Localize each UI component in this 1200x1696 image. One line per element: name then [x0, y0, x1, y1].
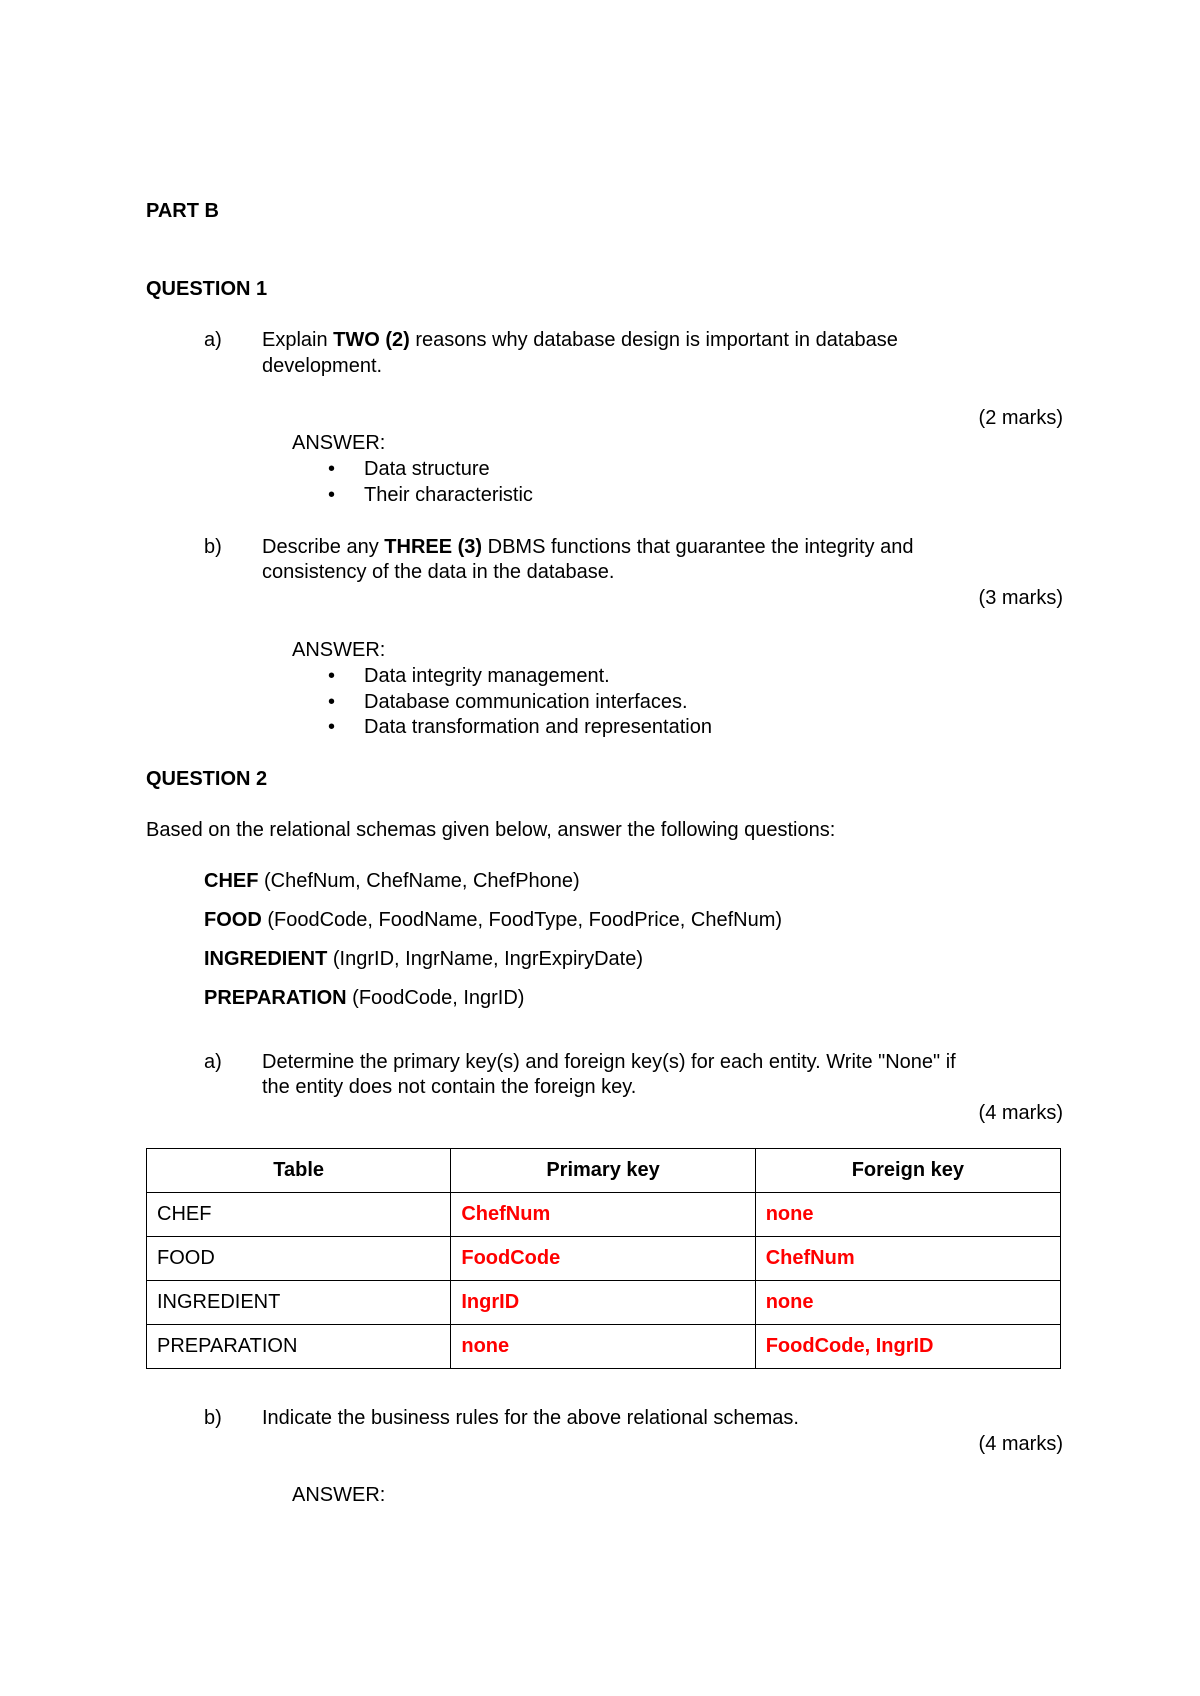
- question-1-heading: QUESTION 1: [146, 278, 268, 300]
- q1b-text-line2: consistency of the data in the database.: [262, 561, 615, 583]
- schema-attrs: (FoodCode, FoodName, FoodType, FoodPrice, ChefNum): [261, 909, 783, 931]
- q1b-answer-list: [292, 664, 712, 741]
- list-item: • Database communication interfaces.: [292, 690, 712, 716]
- list-item: • Data structure: [292, 457, 533, 483]
- schema-name: PREPARATION: [204, 987, 347, 1009]
- q1a-text-line2: development.: [262, 355, 383, 377]
- list-item: • Data integrity management.: [292, 664, 712, 690]
- q2a-marks: (4 marks): [978, 1102, 1063, 1124]
- schema-attrs: (ChefNum, ChefName, ChefPhone): [258, 870, 580, 892]
- q2a-text-line2: the entity does not contain the foreign key.: [262, 1076, 637, 1098]
- column-header-primary-key: Primary key: [451, 1149, 755, 1193]
- schema-name: FOOD: [204, 909, 262, 931]
- foreign-key-cell: none: [755, 1193, 1060, 1237]
- table-name-cell: FOOD: [147, 1237, 451, 1281]
- table-row: [147, 1237, 1061, 1281]
- q1a-text-post: reasons why database design is important in database: [409, 329, 898, 351]
- schema-food: [204, 908, 782, 933]
- table-name-cell: INGREDIENT: [147, 1281, 451, 1325]
- table-row: [147, 1325, 1061, 1369]
- q1a-answer-label: ANSWER:: [292, 432, 386, 454]
- list-item: • Their characteristic: [292, 483, 533, 509]
- q2b-label: b): [204, 1407, 222, 1429]
- schema-preparation: [204, 986, 524, 1011]
- q1a-text-bold: TWO (2): [333, 329, 410, 351]
- schema-attrs: (IngrID, IngrName, IngrExpiryDate): [327, 948, 643, 970]
- foreign-key-cell: FoodCode, IngrID: [755, 1325, 1060, 1369]
- q1b-text-bold: THREE (3): [384, 536, 483, 558]
- column-header-foreign-key: Foreign key: [755, 1149, 1060, 1193]
- q1a-text-pre: Explain: [262, 329, 334, 351]
- q2b-answer-label: ANSWER:: [292, 1484, 386, 1506]
- schema-name: CHEF: [204, 870, 259, 892]
- q1b-text-post: DBMS functions that guarantee the integrity and: [482, 536, 914, 558]
- q1a-text-line1: [262, 328, 898, 353]
- table-row: [147, 1193, 1061, 1237]
- question-2-heading: QUESTION 2: [146, 768, 268, 790]
- primary-key-cell: IngrID: [451, 1281, 755, 1325]
- q2-intro: Based on the relational schemas given below, answer the following questions:: [146, 819, 836, 841]
- q2a-text-line1: Determine the primary key(s) and foreign key(s) for each entity. Write "None" if: [262, 1051, 956, 1073]
- q1b-label: b): [204, 536, 222, 558]
- q2b-text: Indicate the business rules for the above relational schemas.: [262, 1407, 799, 1429]
- q1b-text-pre: Describe any: [262, 536, 385, 558]
- foreign-key-cell: ChefNum: [755, 1237, 1060, 1281]
- schema-chef: [204, 869, 580, 894]
- list-item: • Data transformation and representation: [292, 715, 712, 741]
- q1b-text-line1: [262, 535, 913, 560]
- table-name-cell: CHEF: [147, 1193, 451, 1237]
- primary-key-cell: ChefNum: [451, 1193, 755, 1237]
- q1b-marks: (3 marks): [978, 587, 1063, 609]
- part-title: PART B: [146, 200, 219, 222]
- schema-attrs: (FoodCode, IngrID): [346, 987, 525, 1009]
- q1a-label: a): [204, 329, 222, 351]
- table-row: [147, 1281, 1061, 1325]
- table-name-cell: PREPARATION: [147, 1325, 451, 1369]
- schema-name: INGREDIENT: [204, 948, 328, 970]
- primary-key-cell: FoodCode: [451, 1237, 755, 1281]
- q2b-marks: (4 marks): [978, 1433, 1063, 1455]
- foreign-key-cell: none: [755, 1281, 1060, 1325]
- q1b-answer-label: ANSWER:: [292, 639, 386, 661]
- table-header-row: [147, 1149, 1061, 1193]
- q1a-answer-list: [292, 457, 533, 508]
- primary-key-cell: none: [451, 1325, 755, 1369]
- q2a-label: a): [204, 1051, 222, 1073]
- q1a-marks: (2 marks): [978, 407, 1063, 429]
- schema-ingredient: [204, 947, 643, 972]
- column-header-table: Table: [147, 1149, 451, 1193]
- keys-table: [146, 1148, 1061, 1369]
